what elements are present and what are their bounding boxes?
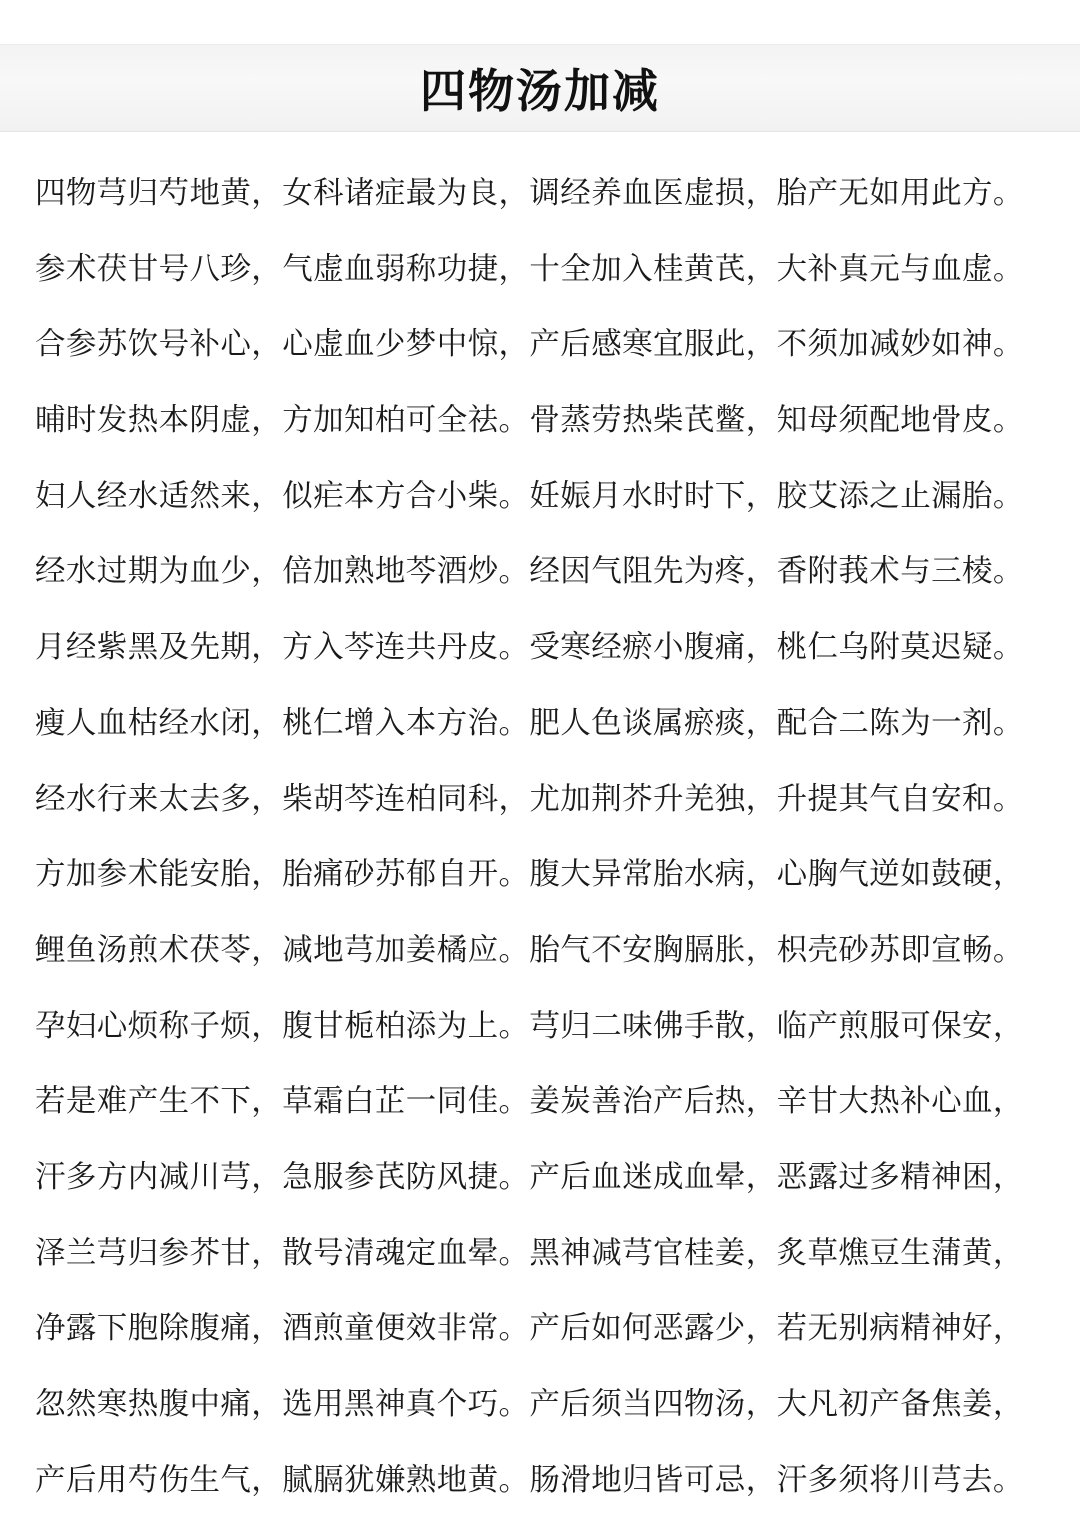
poem-line: 四物芎归芍地黄，女科诸症最为良，调经养血医虚损，胎产无如用此方。 <box>35 176 1024 211</box>
poem-line: 妇人经水适然来，似疟本方合小柴。妊娠月水时时下，胶艾添之止漏胎。 <box>35 478 1024 514</box>
poem-line: 产后用芍伤生气，腻膈犹嫌熟地黄。肠滑地归皆可忌，汗多须将川芎去。 <box>35 1462 1024 1498</box>
poem-line: 经水行来太去多，柴胡芩连柏同科，尤加荆芥升羌独，升提其气自安和。 <box>35 781 1024 817</box>
poem-line: 泽兰芎归参芥甘，散号清魂定血晕。黑神减芎官桂姜，炙草燋豆生蒲黄， <box>35 1235 1024 1271</box>
poem-line: 若是难产生不下，草霜白芷一同佳。姜炭善治产后热，辛甘大热补心血， <box>35 1084 1024 1120</box>
poem-line: 净露下胞除腹痛，酒煎童便效非常。产后如何恶露少，若无别病精神好， <box>35 1311 1024 1347</box>
poem-line: 合参苏饮号补心，心虚血少梦中惊，产后感寒宜服此，不须加减妙如神。 <box>35 327 1024 363</box>
poem-line: 月经紫黑及先期，方入芩连共丹皮。受寒经瘀小腹痛，桃仁乌附莫迟疑。 <box>35 630 1024 666</box>
poem-text <box>35 156 1065 1518</box>
poem-line: 晡时发热本阴虚，方加知柏可全祛。骨蒸劳热柴芪鳖，知母须配地骨皮。 <box>35 403 1024 439</box>
poem-line: 忽然寒热腹中痛，选用黑神真个巧。产后须当四物汤，大凡初产备焦姜， <box>35 1387 1024 1422</box>
poem-line: 经水过期为血少，倍加熟地芩酒炒。经因气阻先为疼，香附莪术与三棱。 <box>35 554 1024 590</box>
poem-line: 鲤鱼汤煎术茯苓，减地芎加姜橘应。胎气不安胸膈胀，枳壳砂苏即宣畅。 <box>35 932 1024 968</box>
title-banner <box>0 44 1080 132</box>
poem-line: 参术茯甘号八珍，气虚血弱称功捷，十全加入桂黄芪，大补真元与血虚。 <box>35 251 1024 287</box>
poem-line: 方加参术能安胎，胎痛砂苏郁自开。腹大异常胎水病，心胸气逆如鼓硬， <box>35 857 1024 893</box>
poem-line: 瘦人血枯经水闭，桃仁增入本方治。肥人色谈属瘀痰，配合二陈为一剂。 <box>35 705 1024 741</box>
poem-line: 孕妇心烦称子烦，腹甘栀柏添为上。芎归二味佛手散，临产煎服可保安， <box>35 1008 1024 1044</box>
page-title: 四物汤加减 <box>420 64 660 118</box>
poem-line: 汗多方内减川芎，急服参芪防风捷。产后血迷成血晕，恶露过多精神困， <box>35 1159 1024 1195</box>
